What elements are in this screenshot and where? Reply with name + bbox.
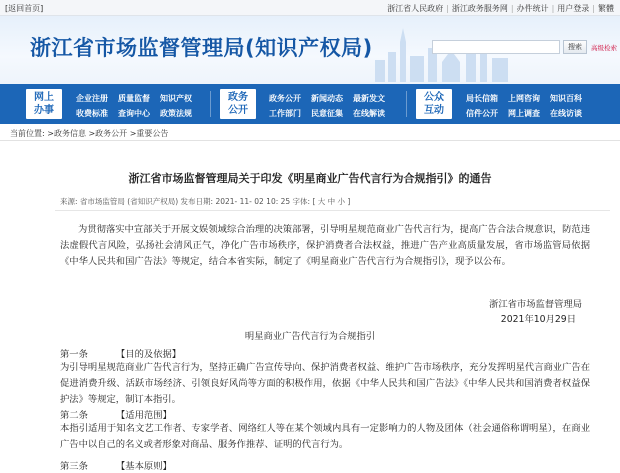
nav-separator <box>210 91 211 117</box>
nav-badge-government-affairs[interactable]: 政务 公开 <box>220 89 256 119</box>
article-intro-paragraph: 为贯彻落实中宣部关于开展文娱领域综合治理的决策部署，引导明星规范商业广告代言行为，提高广告合法合规意识，防范违法虚假代言风险，弘扬社会清风正气，净化广告市场秩序，保护消费者合法权益，推进广告产业高质量发展，省市场监管局依据《中华人民共和国广告法》等规定，结合本省实际，制定了《明星商业广告代言行为合规指引》，现予以公布。 <box>60 224 590 267</box>
nav-link-company-registration[interactable]: 企业注册 <box>76 94 108 103</box>
advanced-search-link[interactable]: 高级检索 <box>591 44 617 52</box>
article-1-text: 为引导明星规范商业广告代言行为，坚持正确广告宣传导向、保护消费者权益、维护广告市场秩序，充分发挥明星代言商业广告在促进消费升级、活跃市场经济、引领良好风尚等方面的积极作用，依据《中华人民共和国广告法》《中华人民共和国消费者权益保护法》等规定，制订本指引。 <box>60 362 590 405</box>
article-meta: 来源: 省市场监管局 (省知识产权局) 发布日期: 2021- 11- 02 10: 25 字体: [ 大 中 小 ] <box>60 197 351 206</box>
nav-link-news[interactable]: 新闻动态 <box>311 94 343 103</box>
nav-link-online-consult[interactable]: 上网咨询 <box>508 94 540 103</box>
nav-link-quality-supervision[interactable]: 质量监督 <box>118 94 150 103</box>
guideline-title: 明星商业广告代言行为合规指引 <box>244 331 376 342</box>
main-nav <box>0 84 620 124</box>
nav-link-public-letters[interactable]: 信件公开 <box>466 109 498 118</box>
divider <box>55 210 610 211</box>
article-2-heading: 第二条 【适用范围】 <box>60 410 172 421</box>
breadcrumb[interactable]: 当前位置: >政务信息 >政务公开 >重要公告 <box>10 129 169 138</box>
top-links: 浙江省人民政府 | 浙江政务服务网 | 办件统计 | 用户登录 | 繁體 <box>387 4 614 13</box>
signature-date: 2021年10月29日 <box>500 314 576 325</box>
divider <box>0 140 620 141</box>
nav-link-policies[interactable]: 政策法规 <box>160 109 192 118</box>
top-link-service[interactable]: 浙江政务服务网 <box>451 4 508 13</box>
site-title: 浙江省市场监督管理局(知识产权局) <box>30 36 373 60</box>
nav-link-intellectual-property[interactable]: 知识产权 <box>160 94 192 103</box>
article-title: 浙江省市场监督管理局关于印发《明星商业广告代言行为合规指引》的通告 <box>128 172 492 185</box>
article-2-text: 本指引适用于知名文艺工作者、专家学者、网络红人等在某个领域内具有一定影响力的人物及团体（社会通俗称谓明星），在商业广告中以自己的名义或者形象对商品、服务作推荐、证明的代言行为。 <box>60 423 590 450</box>
back-home-link[interactable]: [返回首页] <box>5 4 44 13</box>
nav-link-gov-disclosure[interactable]: 政务公开 <box>269 94 301 103</box>
nav-link-fee-standards[interactable]: 收费标准 <box>76 109 108 118</box>
nav-link-departments[interactable]: 工作部门 <box>269 109 301 118</box>
article-1-heading: 第一条 【目的及依据】 <box>60 349 182 360</box>
top-link-login[interactable]: 用户登录 <box>557 4 590 13</box>
nav-link-online-survey[interactable]: 网上调查 <box>508 109 540 118</box>
top-link-stats[interactable]: 办件统计 <box>516 4 549 13</box>
nav-link-director-mailbox[interactable]: 局长信箱 <box>466 94 498 103</box>
nav-badge-public-interaction[interactable]: 公众 互动 <box>416 89 452 119</box>
header-banner <box>0 16 620 84</box>
nav-badge-online-service[interactable]: 网上 办事 <box>26 89 62 119</box>
search-input[interactable] <box>432 40 560 54</box>
top-utility-bar <box>0 0 620 16</box>
nav-link-latest-docs[interactable]: 最新发文 <box>353 94 385 103</box>
nav-link-online-interview[interactable]: 在线访谈 <box>550 109 582 118</box>
nav-link-opinion-collection[interactable]: 民意征集 <box>311 109 343 118</box>
top-link-gov[interactable]: 浙江省人民政府 <box>387 4 444 13</box>
top-link-traditional[interactable]: 繁體 <box>598 4 614 13</box>
signature-org: 浙江省市场监督管理局 <box>489 299 582 310</box>
nav-separator <box>406 91 407 117</box>
nav-link-online-interpretation[interactable]: 在线解读 <box>353 109 385 118</box>
nav-link-knowledge-base[interactable]: 知识百科 <box>550 94 582 103</box>
nav-link-query-center[interactable]: 查询中心 <box>118 109 150 118</box>
article-3-heading: 第三条 【基本原则】 <box>60 461 172 472</box>
search-button[interactable]: 搜索 <box>563 40 587 54</box>
